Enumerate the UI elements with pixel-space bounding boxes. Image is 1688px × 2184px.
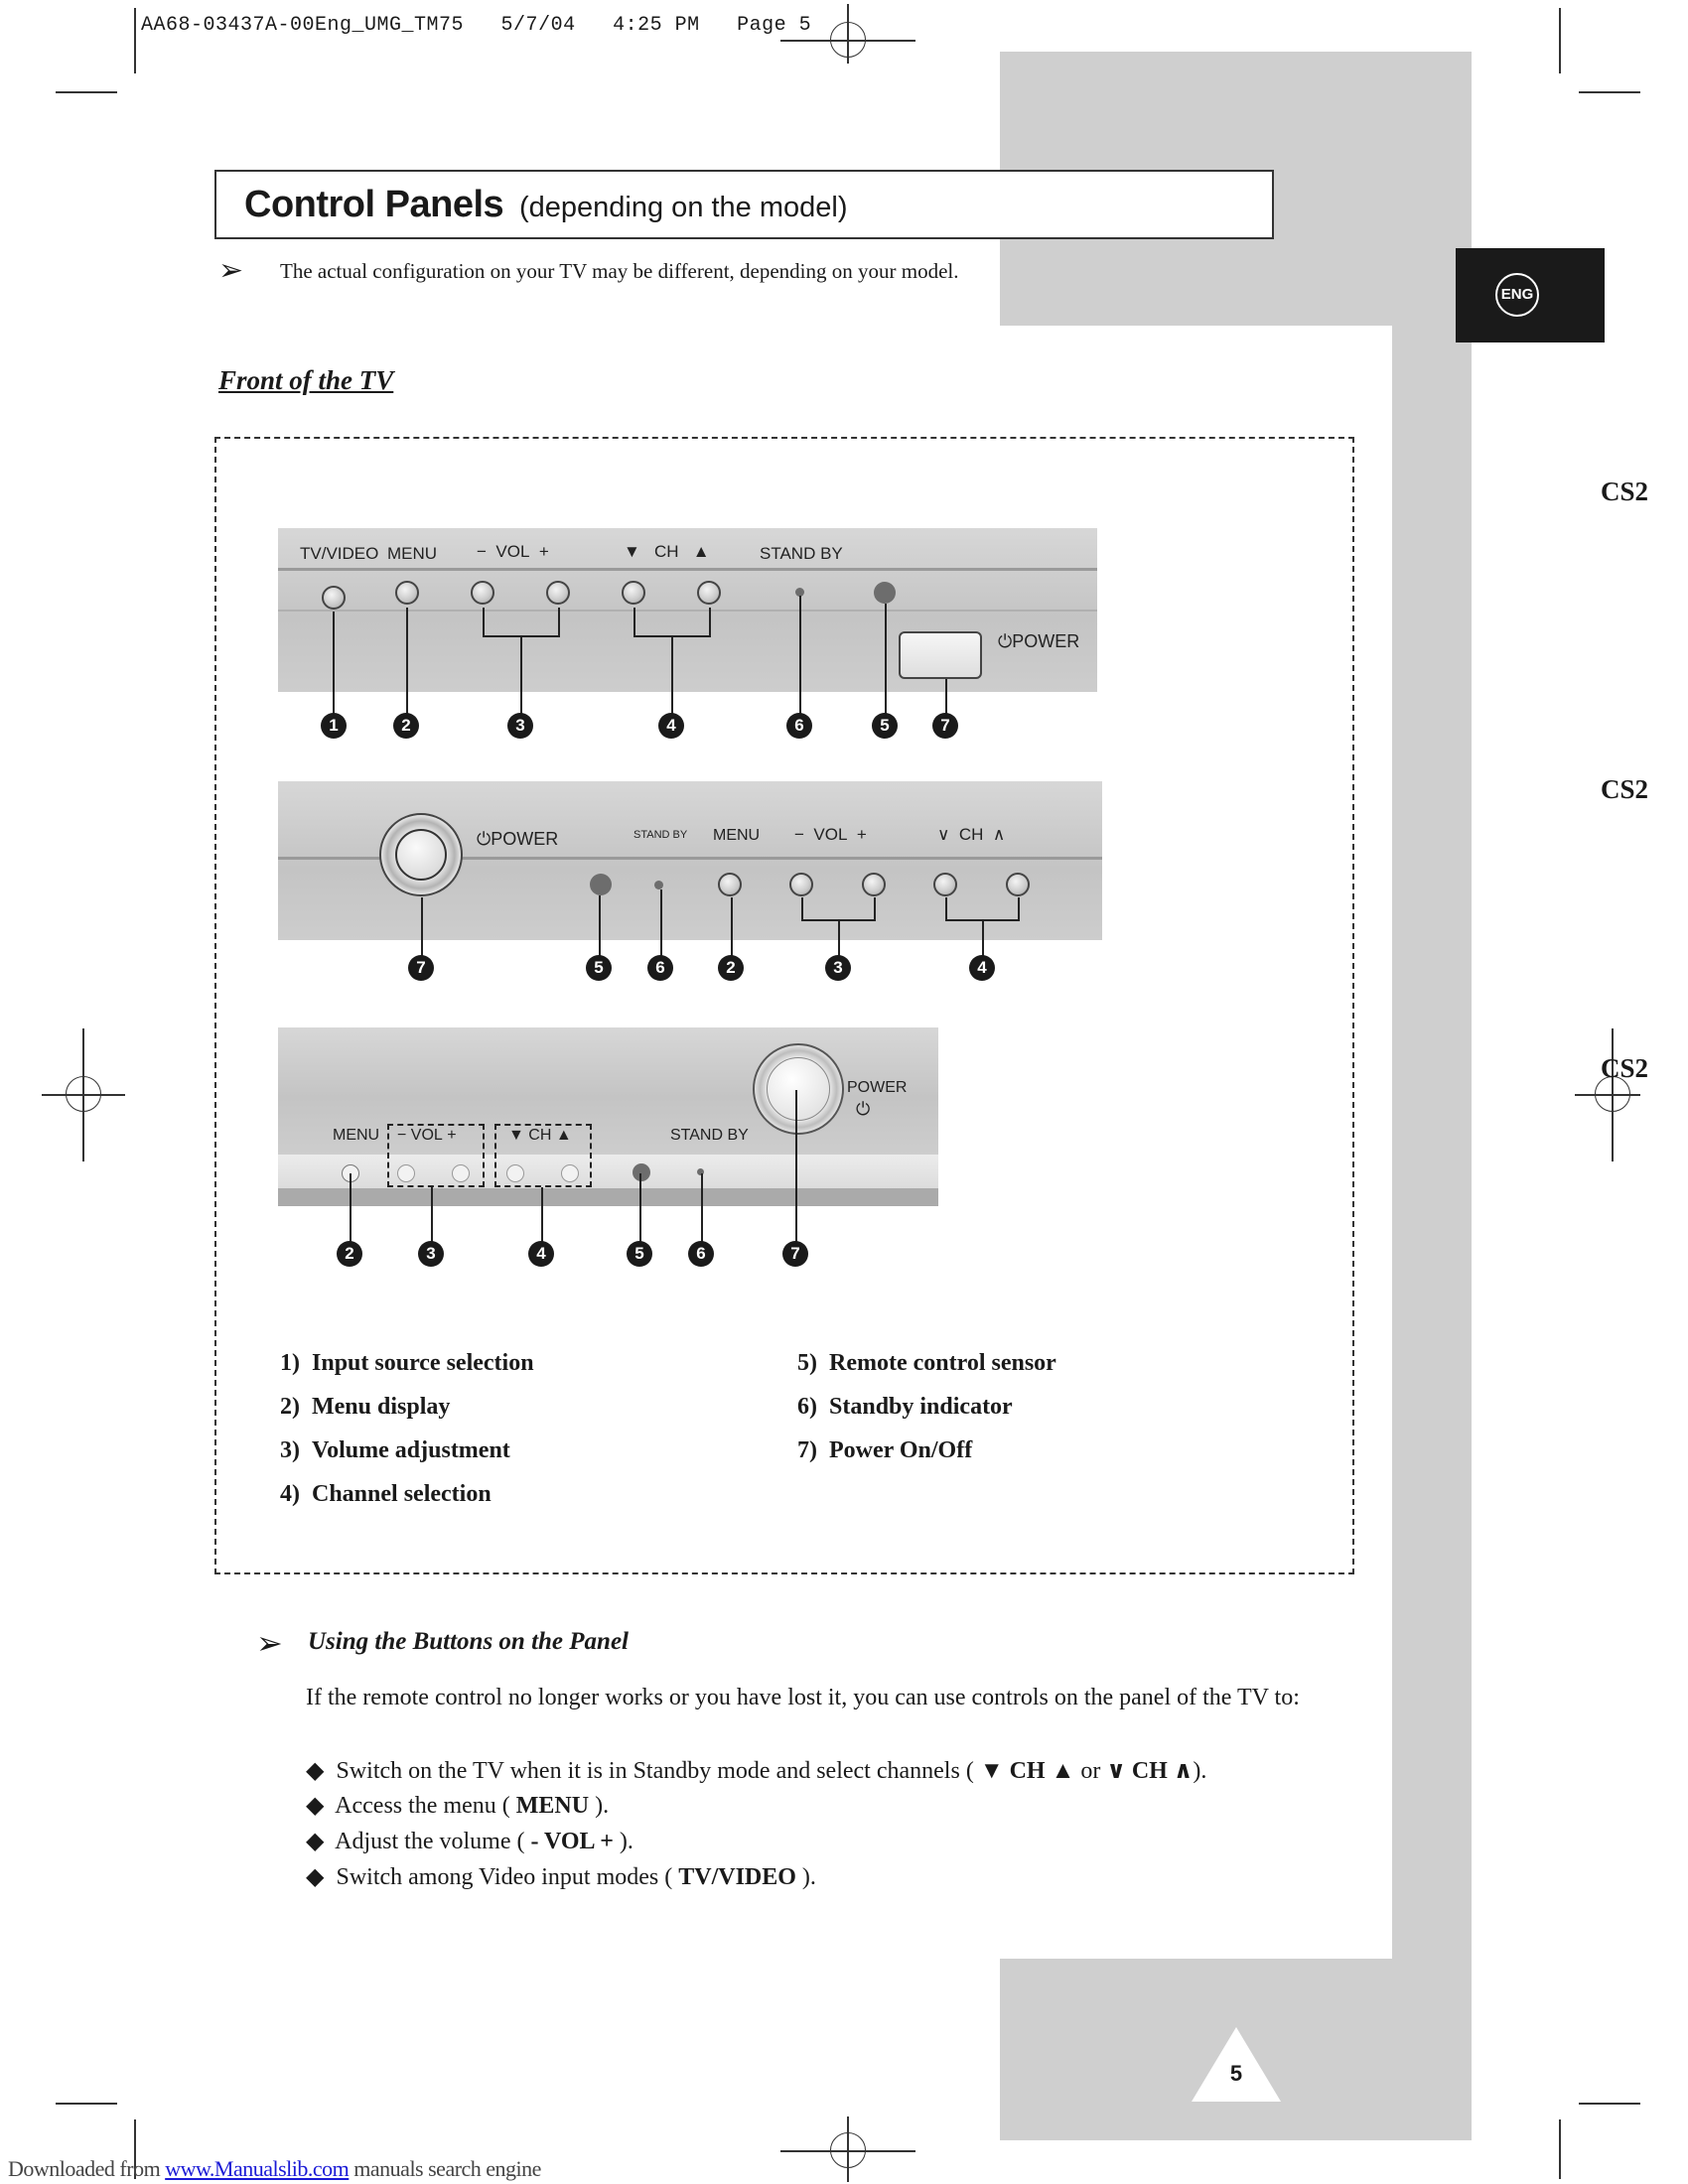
registration-line	[847, 4, 849, 64]
page-number: 5	[1229, 2061, 1243, 2086]
remote-sensor	[590, 874, 612, 895]
legend-text: Volume adjustment	[312, 1437, 510, 1463]
vol-down-button[interactable]	[471, 581, 494, 605]
callout-line	[731, 897, 733, 961]
ch-text: CH	[1009, 1758, 1046, 1784]
power-icon: ⏻	[856, 1099, 871, 1119]
crop-mark	[1559, 8, 1561, 73]
triangle-up-icon: ▲	[1051, 1758, 1075, 1784]
power-button-inner	[767, 1057, 830, 1121]
power-text: POWER	[491, 829, 559, 849]
power-icon: ⏻	[998, 631, 1013, 651]
callout-number: 4	[969, 955, 995, 981]
legend-number: 6)	[797, 1394, 817, 1420]
tv-video-button[interactable]	[322, 586, 346, 610]
panel-1-groove	[278, 610, 1097, 612]
power-label	[477, 829, 558, 850]
callout-number: 2	[337, 1241, 362, 1267]
chevron-down-icon: ∨	[937, 825, 950, 844]
ch-label	[937, 825, 1005, 845]
callout-number: 7	[408, 955, 434, 981]
diamond-icon: ◆	[306, 1793, 325, 1819]
crop-mark	[1579, 91, 1640, 93]
minus-icon: −	[477, 542, 487, 561]
legend-number: 3)	[280, 1437, 300, 1463]
callout-line	[885, 604, 887, 715]
vol-up-button[interactable]	[862, 873, 886, 896]
language-badge: ENG	[1495, 273, 1539, 317]
power-text: POWER	[1012, 631, 1080, 651]
callout-line	[945, 897, 947, 921]
legend-text: Remote control sensor	[829, 1350, 1056, 1376]
footer-text: Downloaded from	[8, 2156, 161, 2181]
note-arrow-icon: ➢	[218, 254, 244, 287]
side-code: CS2	[1601, 774, 1649, 804]
callout-line	[633, 608, 635, 637]
vol-text: VOL	[410, 1127, 443, 1144]
control-panel-3	[278, 1027, 938, 1211]
note-text: The actual configuration on your TV may be different, depending on your model.	[280, 259, 959, 283]
chevron-down-icon: ∨	[1106, 1758, 1126, 1784]
legend-number: 7)	[797, 1437, 817, 1463]
callout-line	[801, 897, 803, 921]
legend-item	[797, 1394, 1013, 1421]
triangle-down-icon: ▼	[979, 1758, 1004, 1784]
callout-line	[795, 1090, 797, 1247]
print-header: AA68-03437A-00Eng_UMG_TM75 5/7/04 4:25 PM Page 5	[141, 14, 812, 37]
legend-number: 2)	[280, 1394, 300, 1420]
crop-mark	[134, 8, 136, 73]
callout-number: 7	[782, 1241, 808, 1267]
triangle-up-icon: ▲	[555, 1127, 572, 1144]
bullet-bold: TV/VIDEO	[678, 1864, 796, 1890]
bullet-text: Access the menu (	[335, 1793, 510, 1819]
buttons-intro: If the remote control no longer works or you have lost it, you can use controls on the panel of the TV to:	[306, 1685, 1300, 1710]
title-box	[214, 170, 1274, 239]
bullet-text: Switch on the TV when it is in Standby mode and select channels (	[336, 1758, 974, 1784]
triangle-down-icon: ▼	[624, 542, 640, 561]
callout-number: 4	[658, 713, 684, 739]
bullet-text: ).	[619, 1829, 633, 1854]
legend-item	[797, 1437, 972, 1464]
footer	[8, 2156, 541, 2182]
power-button-inner	[395, 829, 447, 881]
buttons-heading: Using the Buttons on the Panel	[308, 1628, 629, 1655]
legend-item	[280, 1437, 510, 1464]
ch-text: CH	[1131, 1758, 1168, 1784]
callout-line	[333, 612, 335, 715]
bullet-item	[306, 1755, 1206, 1785]
callout-line	[520, 635, 522, 715]
footer-text: manuals search engine	[353, 2156, 541, 2181]
vol-label	[794, 825, 867, 845]
callout-line	[599, 895, 601, 961]
callout-number: 1	[321, 713, 347, 739]
chevron-up-icon: ∧	[992, 825, 1006, 844]
legend-item	[280, 1394, 450, 1421]
crop-mark	[1579, 2103, 1640, 2105]
ch-up-button[interactable]	[1006, 873, 1030, 896]
crop-mark	[1559, 2119, 1561, 2179]
callout-line	[406, 608, 408, 715]
bullet-item	[306, 1827, 633, 1855]
ch-text: CH	[958, 825, 984, 844]
callout-line	[639, 1173, 641, 1247]
ch-text: CH	[654, 542, 679, 561]
control-panel-1	[278, 528, 1097, 692]
legend-text: Standby indicator	[829, 1394, 1013, 1420]
callout-number: 3	[825, 955, 851, 981]
diamond-icon: ◆	[306, 1758, 325, 1784]
minus-icon: −	[397, 1127, 407, 1144]
standby-led	[654, 881, 663, 889]
legend-item	[797, 1350, 1056, 1377]
bullet-bold: MENU	[515, 1793, 590, 1819]
triangle-down-icon: ▼	[508, 1127, 524, 1144]
callout-line	[799, 596, 801, 715]
side-code: CS2	[1601, 477, 1649, 506]
ch-text: CH	[528, 1127, 552, 1144]
ch-up-button[interactable]	[561, 1164, 579, 1182]
menu-label: MENU	[333, 1127, 380, 1144]
remote-sensor	[874, 582, 896, 604]
standby-label: STAND BY	[760, 544, 843, 563]
bullet-text: or	[1080, 1758, 1101, 1784]
tv-video-label: TV/VIDEO	[300, 544, 379, 563]
callout-number: 3	[507, 713, 533, 739]
remote-sensor	[633, 1163, 650, 1181]
power-button[interactable]	[899, 631, 982, 679]
legend-text: Channel selection	[312, 1481, 492, 1507]
ch-down-button[interactable]	[622, 581, 645, 605]
vol-up-button[interactable]	[452, 1164, 470, 1182]
menu-label: MENU	[387, 544, 438, 563]
language-tab	[1456, 248, 1605, 342]
vol-down-button[interactable]	[397, 1164, 415, 1182]
legend-number: 4)	[280, 1481, 300, 1507]
legend-item	[280, 1350, 534, 1377]
legend-number: 1)	[280, 1350, 300, 1376]
legend-number: 5)	[797, 1350, 817, 1376]
control-panel-2	[278, 781, 1102, 940]
legend-text: Menu display	[312, 1394, 451, 1420]
callout-line	[350, 1173, 352, 1247]
vol-up-button[interactable]	[546, 581, 570, 605]
ch-down-button[interactable]	[506, 1164, 524, 1182]
bullet-text: ).	[595, 1793, 610, 1819]
bullet-item	[306, 1791, 609, 1820]
callout-line	[421, 897, 423, 961]
power-label	[998, 631, 1079, 652]
panel-3-base	[278, 1188, 938, 1206]
crop-mark	[56, 2103, 117, 2105]
bullet-text: Switch among Video input modes (	[336, 1864, 673, 1890]
callout-line	[874, 897, 876, 921]
registration-line	[847, 2116, 849, 2182]
panel-1-top-edge	[278, 568, 1097, 571]
callout-line	[701, 1173, 703, 1247]
standby-label: STAND BY	[633, 829, 688, 841]
triangle-up-icon: ▲	[692, 542, 710, 561]
callout-line	[483, 608, 485, 637]
callout-number: 7	[932, 713, 958, 739]
power-button[interactable]	[753, 1043, 844, 1135]
callout-number: 5	[872, 713, 898, 739]
vol-down-button[interactable]	[789, 873, 813, 896]
bullet-item	[306, 1862, 816, 1891]
diamond-icon: ◆	[306, 1829, 325, 1854]
vol-label	[397, 1127, 457, 1145]
callout-number: 6	[786, 713, 812, 739]
diamond-icon: ◆	[306, 1864, 325, 1890]
callout-number: 3	[418, 1241, 444, 1267]
registration-line	[82, 1028, 84, 1161]
gray-band-right	[1392, 52, 1472, 2140]
vol-label	[477, 542, 549, 562]
callout-line	[541, 1187, 543, 1247]
side-codes-clip	[1601, 477, 1649, 1112]
callout-number: 2	[393, 713, 419, 739]
callout-line	[558, 608, 560, 637]
bullet-text: Adjust the volume (	[335, 1829, 525, 1854]
power-label: POWER	[847, 1079, 908, 1096]
callout-line	[660, 889, 662, 961]
side-code: CS2	[1601, 1053, 1649, 1083]
legend-text: Power On/Off	[829, 1437, 973, 1463]
callout-number: 5	[627, 1241, 652, 1267]
callout-number: 6	[688, 1241, 714, 1267]
ch-down-button[interactable]	[933, 873, 957, 896]
power-button[interactable]	[379, 813, 463, 896]
page-subtitle: (depending on the model)	[519, 192, 848, 223]
vol-text: VOL	[813, 825, 848, 844]
panel-3-lip	[278, 1155, 938, 1188]
ch-label	[508, 1127, 572, 1145]
bullet-bold: - VOL +	[530, 1829, 614, 1854]
bullet-text: ).	[1193, 1758, 1207, 1784]
page-title: Control Panels	[244, 184, 504, 225]
callout-line	[945, 679, 947, 715]
minus-icon: −	[794, 825, 804, 844]
ch-up-button[interactable]	[697, 581, 721, 605]
section-heading: Front of the TV	[218, 365, 394, 395]
legend-item	[280, 1481, 492, 1508]
menu-button[interactable]	[395, 581, 419, 605]
menu-label: MENU	[713, 827, 761, 844]
ch-label	[624, 542, 710, 562]
callout-line	[709, 608, 711, 637]
plus-icon: +	[538, 542, 549, 561]
callout-line	[1018, 897, 1020, 921]
callout-number: 6	[647, 955, 673, 981]
plus-icon: +	[447, 1127, 457, 1144]
callout-number: 4	[528, 1241, 554, 1267]
callout-number: 5	[586, 955, 612, 981]
plus-icon: +	[856, 825, 867, 844]
callout-number: 2	[718, 955, 744, 981]
manualslib-link[interactable]: www.Manualslib.com	[165, 2156, 350, 2181]
power-icon: ⏻	[477, 829, 492, 849]
callout-line	[671, 635, 673, 715]
menu-button[interactable]	[718, 873, 742, 896]
legend-text: Input source selection	[312, 1350, 534, 1376]
crop-mark	[56, 91, 117, 93]
bullet-text: ).	[801, 1864, 816, 1890]
buttons-arrow-icon: ➢	[256, 1625, 283, 1661]
chevron-up-icon: ∧	[1173, 1758, 1194, 1784]
standby-label: STAND BY	[670, 1127, 749, 1144]
callout-line	[431, 1187, 433, 1247]
vol-text: VOL	[495, 542, 530, 561]
